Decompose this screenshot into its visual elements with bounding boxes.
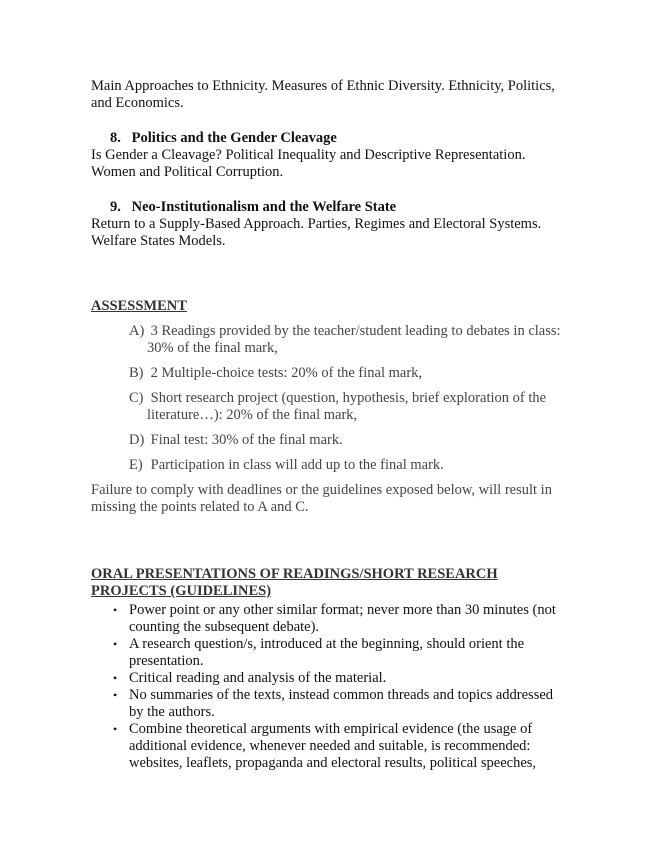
assessment-item	[129, 390, 571, 424]
guidelines-list	[91, 602, 571, 772]
topic-9	[91, 199, 571, 250]
failure-note: Failure to comply with deadlines or the guidelines exposed below, will result in missing the points related to A and C.	[91, 482, 552, 515]
bullet-icon: •	[113, 688, 118, 702]
guideline-text: Combine theoretical arguments with empirical evidence (the usage of additional evidence, whenever needed and suitable, is recommended: websites, leaflets, propaganda and electoral results, political speeches,	[129, 721, 537, 771]
guideline-item	[113, 636, 571, 670]
assessment-list	[91, 323, 571, 474]
assessment-text: 3 Readings provided by the teacher/student leading to debates in class: 30% of the final mark,	[147, 323, 561, 356]
document-page	[91, 78, 571, 772]
bullet-icon: •	[113, 637, 118, 651]
guideline-text: No summaries of the texts, instead common threads and topics addressed by the authors.	[129, 687, 554, 720]
assessment-item	[129, 323, 571, 357]
topic-8	[91, 130, 571, 181]
assessment-letter: A)	[129, 323, 145, 339]
topic-title	[91, 130, 571, 147]
topic-body: Is Gender a Cleavage? Political Inequality and Descriptive Representation. Women and Political Corruption.	[91, 147, 526, 180]
assessment-letter: E)	[129, 457, 143, 473]
topic-title-text: Neo-Institutionalism and the Welfare State	[131, 199, 397, 215]
assessment-item	[129, 365, 571, 382]
guideline-item	[113, 721, 571, 772]
topic-body: Return to a Supply-Based Approach. Parties, Regimes and Electoral Systems. Welfare States Models.	[91, 216, 542, 249]
assessment-text: Final test: 30% of the final mark.	[150, 432, 343, 448]
bullet-icon: •	[113, 671, 118, 685]
assessment-text: Short research project (question, hypothesis, brief exploration of the literature…): 20% of the final mark,	[147, 390, 547, 423]
assessment-heading: ASSESSMENT	[91, 298, 187, 314]
bullet-icon: •	[113, 722, 118, 736]
bullet-icon: •	[113, 603, 118, 617]
topic-number: 9.	[110, 199, 121, 215]
assessment-letter: C)	[129, 390, 144, 406]
oral-presentations-heading: ORAL PRESENTATIONS OF READINGS/SHORT RESEARCH PROJECTS (GUIDELINES)	[91, 566, 498, 599]
intro-text: Main Approaches to Ethnicity. Measures of Ethnic Diversity. Ethnicity, Politics, and Economics.	[91, 78, 555, 111]
assessment-item	[129, 432, 571, 449]
assessment-letter: D)	[129, 432, 145, 448]
assessment-text: 2 Multiple-choice tests: 20% of the final mark,	[150, 365, 423, 381]
guideline-text: A research question/s, introduced at the beginning, should orient the presentation.	[129, 636, 525, 669]
topic-title	[91, 199, 571, 216]
assessment-item	[129, 457, 571, 474]
assessment-text: Participation in class will add up to the final mark.	[150, 457, 444, 473]
guideline-text: Power point or any other similar format; never more than 30 minutes (not counting the subsequent debate).	[129, 602, 556, 635]
topic-title-text: Politics and the Gender Cleavage	[131, 130, 337, 146]
guideline-text: Critical reading and analysis of the material.	[129, 670, 387, 686]
assessment-letter: B)	[129, 365, 144, 381]
guideline-item	[113, 687, 571, 721]
guideline-item	[113, 602, 571, 636]
topic-number: 8.	[110, 130, 121, 146]
guideline-item	[113, 670, 571, 687]
